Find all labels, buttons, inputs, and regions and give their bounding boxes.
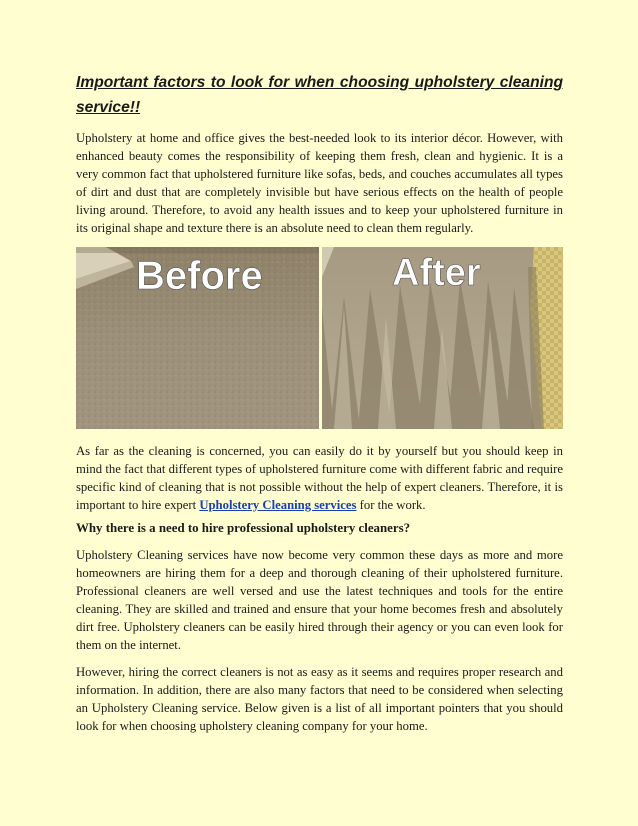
para2-tail: for the work. (356, 497, 426, 512)
before-after-photo (76, 247, 563, 429)
after-photo (322, 247, 563, 429)
before-label: Before (136, 253, 263, 298)
para2-text: As far as the cleaning is concerned, you can easily do it by yourself but you should keep in mind the fact that different types of upholstered furniture come with different fabric and require specific kind of cleaning that is not possible without the help of expert cleaners. Therefore, it is important to hire expert (76, 443, 563, 512)
professional-cleaners-paragraph: Upholstery Cleaning services have now become very common these days as more and more homeowners are hiring them for a deep and thorough cleaning of their upholstered furniture. Professional cleaners are well versed and use the latest techniques and tools for the entire cleaning. They are skilled and trained and ensure that your home becomes fresh and absolutely dirt free. Upholstery cleaners can be easily hired through their agency or you can even look for them on the internet. (76, 547, 563, 653)
document-body (76, 70, 563, 735)
before-carpet-image (76, 247, 319, 429)
after-carpet-image (322, 247, 563, 429)
selection-factors-paragraph: However, hiring the correct cleaners is not as easy as it seems and requires proper research and information. In addition, there are also many factors that need to be considered when selecting an Upholstery Cleaning service. Below given is a list of all important pointers that you should look for when choosing upholstery cleaning company for your home. (76, 664, 563, 733)
hire-experts-paragraph (76, 442, 563, 514)
article-heading: Important factors to look for when choosing upholstery cleaning service!! (76, 74, 563, 116)
before-photo (76, 247, 319, 429)
intro-paragraph: Upholstery at home and office gives the best-needed look to its interior décor. However, with enhanced beauty comes the responsibility of keeping them fresh, clean and hygienic. It is a very common fact that upholstered furniture like sofas, beds, and couches accumulates all types of dirt and dust that are completely invisible but have serious effects on the health of people living around. Therefore, to avoid any health issues and to keep your upholstered furniture in its original shape and texture there is an absolute need to clean them regularly. (76, 131, 563, 236)
section-subheading: Why there is a need to hire professional upholstery cleaners? (76, 520, 411, 535)
after-label: After (392, 251, 481, 294)
upholstery-cleaning-services-link[interactable]: Upholstery Cleaning services (199, 497, 357, 512)
